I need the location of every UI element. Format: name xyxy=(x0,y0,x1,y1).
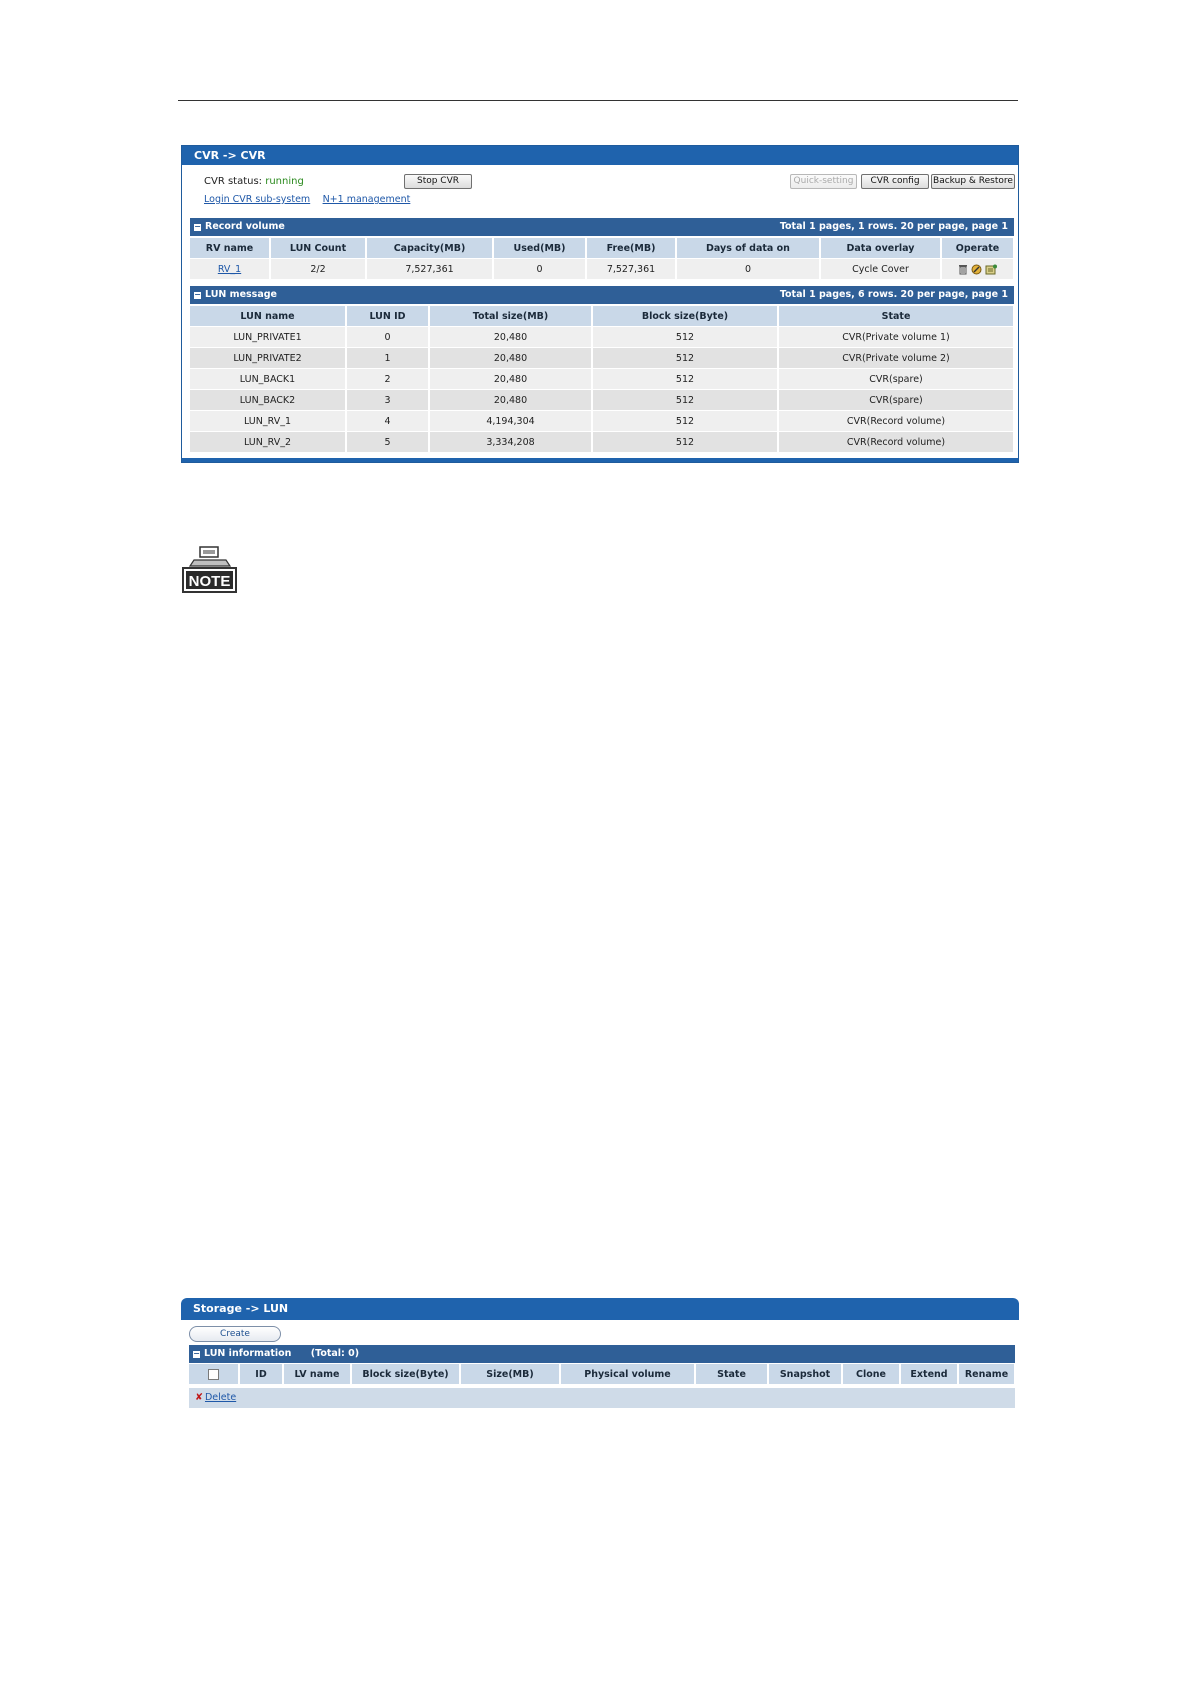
table-row xyxy=(190,390,1014,411)
record-volume-header-row xyxy=(190,238,1014,259)
col-header: Operate xyxy=(941,238,1014,259)
state-cell: CVR(Private volume 2) xyxy=(778,348,1014,369)
used-cell: 0 xyxy=(493,259,586,280)
delete-link[interactable]: Delete xyxy=(204,1392,237,1403)
lun-information-title: LUN information xyxy=(204,1348,292,1359)
select-all-cell xyxy=(189,1364,239,1384)
lun-message-title: LUN message xyxy=(205,289,277,300)
collapse-icon[interactable]: − xyxy=(194,290,201,299)
lun-id-cell: 0 xyxy=(346,327,429,348)
lun-information-bar xyxy=(189,1345,1015,1363)
lun-name-cell: LUN_RV_1 xyxy=(190,411,346,432)
block-size-cell: 512 xyxy=(592,369,778,390)
table-row xyxy=(190,348,1014,369)
cvr-config-button[interactable]: CVR config xyxy=(861,174,929,189)
col-header: Capacity(MB) xyxy=(366,238,493,259)
col-header: Total size(MB) xyxy=(429,306,592,327)
cvr-status xyxy=(204,176,304,187)
lun-name-cell: LUN_PRIVATE2 xyxy=(190,348,346,369)
col-header: ID xyxy=(239,1364,283,1384)
col-header: Data overlay xyxy=(820,238,941,259)
state-cell: CVR(spare) xyxy=(778,390,1014,411)
select-all-checkbox[interactable] xyxy=(208,1369,219,1380)
record-volume-bar xyxy=(190,218,1014,236)
backup-restore-button[interactable]: Backup & Restore xyxy=(931,174,1015,189)
lun-name-cell: LUN_PRIVATE1 xyxy=(190,327,346,348)
block-size-cell: 512 xyxy=(592,390,778,411)
col-header: Size(MB) xyxy=(460,1364,560,1384)
col-header: State xyxy=(778,306,1014,327)
total-size-cell: 20,480 xyxy=(429,348,592,369)
collapse-icon[interactable]: − xyxy=(194,222,201,231)
days-cell: 0 xyxy=(676,259,820,280)
table-row xyxy=(190,432,1014,453)
quick-setting-button[interactable]: Quick-setting xyxy=(790,174,857,189)
total-size-cell: 4,194,304 xyxy=(429,411,592,432)
total-size-cell: 3,334,208 xyxy=(429,432,592,453)
state-cell: CVR(Record volume) xyxy=(778,411,1014,432)
config-icon[interactable] xyxy=(985,264,997,275)
lun-id-cell: 2 xyxy=(346,369,429,390)
create-button[interactable]: Create xyxy=(189,1326,281,1342)
delete-icon[interactable] xyxy=(958,264,968,275)
operate-cell xyxy=(941,259,1014,280)
block-size-cell: 512 xyxy=(592,411,778,432)
note-label: NOTE xyxy=(188,573,231,590)
table-row xyxy=(190,327,1014,348)
block-size-cell: 512 xyxy=(592,348,778,369)
lun-information-table xyxy=(189,1364,1016,1384)
lun-message-pagination: Total 1 pages, 6 rows. 20 per page, page 1 xyxy=(779,289,1008,300)
cvr-links xyxy=(204,194,410,205)
col-header: Snapshot xyxy=(768,1364,842,1384)
col-header: LUN ID xyxy=(346,306,429,327)
lun-id-cell: 1 xyxy=(346,348,429,369)
record-volume-pagination: Total 1 pages, 1 rows. 20 per page, page 1 xyxy=(779,221,1008,232)
col-header: LV name xyxy=(283,1364,351,1384)
record-volume-table xyxy=(190,238,1015,279)
col-header: State xyxy=(695,1364,768,1384)
col-header: LUN name xyxy=(190,306,346,327)
cvr-panel-bottom-bar xyxy=(182,458,1018,462)
col-header: Rename xyxy=(958,1364,1015,1384)
lun-name-cell: LUN_RV_2 xyxy=(190,432,346,453)
lun-information-footer xyxy=(189,1388,1015,1408)
note-icon xyxy=(180,546,239,594)
lun-id-cell: 3 xyxy=(346,390,429,411)
login-cvr-link[interactable]: Login CVR sub-system xyxy=(204,194,311,205)
col-header: Free(MB) xyxy=(586,238,676,259)
overlay-cell: Cycle Cover xyxy=(820,259,941,280)
stop-cvr-button[interactable]: Stop CVR xyxy=(404,174,472,189)
delete-x-icon: ✘ xyxy=(195,1392,203,1403)
rv-name-link[interactable]: RV_1 xyxy=(217,263,242,275)
lun-message-bar xyxy=(190,286,1014,304)
collapse-icon[interactable]: − xyxy=(193,1349,200,1358)
lun-count-cell: 2/2 xyxy=(270,259,366,280)
capacity-cell: 7,527,361 xyxy=(366,259,493,280)
total-size-cell: 20,480 xyxy=(429,369,592,390)
block-size-cell: 512 xyxy=(592,327,778,348)
table-row xyxy=(190,411,1014,432)
edit-icon[interactable] xyxy=(971,264,982,275)
col-header: LUN Count xyxy=(270,238,366,259)
lun-message-table xyxy=(190,306,1015,452)
total-size-cell: 20,480 xyxy=(429,390,592,411)
table-row xyxy=(190,369,1014,390)
storage-panel-title: Storage -> LUN xyxy=(181,1298,1019,1320)
lun-id-cell: 4 xyxy=(346,411,429,432)
state-cell: CVR(spare) xyxy=(778,369,1014,390)
total-size-cell: 20,480 xyxy=(429,327,592,348)
col-header: Days of data on xyxy=(676,238,820,259)
lun-message-header-row xyxy=(190,306,1014,327)
col-header: Used(MB) xyxy=(493,238,586,259)
col-header: Physical volume xyxy=(560,1364,695,1384)
lun-id-cell: 5 xyxy=(346,432,429,453)
free-cell: 7,527,361 xyxy=(586,259,676,280)
state-cell: CVR(Record volume) xyxy=(778,432,1014,453)
cvr-panel xyxy=(181,145,1019,463)
table-row xyxy=(190,259,1014,280)
state-cell: CVR(Private volume 1) xyxy=(778,327,1014,348)
col-header: Clone xyxy=(842,1364,900,1384)
cvr-panel-title: CVR -> CVR xyxy=(182,146,1018,165)
page-header-rule xyxy=(178,100,1018,101)
block-size-cell: 512 xyxy=(592,432,778,453)
lun-information-total: (Total: 0) xyxy=(310,1348,360,1359)
col-header: Block size(Byte) xyxy=(592,306,778,327)
record-volume-title: Record volume xyxy=(205,221,285,232)
lun-name-cell: LUN_BACK1 xyxy=(190,369,346,390)
cvr-status-value: running xyxy=(265,176,304,187)
n1-management-link[interactable]: N+1 management xyxy=(322,194,411,205)
lun-information-header-row xyxy=(189,1364,1015,1384)
col-header: Extend xyxy=(900,1364,958,1384)
col-header: RV name xyxy=(190,238,270,259)
cvr-status-label: CVR status: xyxy=(204,176,266,187)
rv-name-cell xyxy=(190,259,270,280)
col-header: Block size(Byte) xyxy=(351,1364,460,1384)
lun-name-cell: LUN_BACK2 xyxy=(190,390,346,411)
